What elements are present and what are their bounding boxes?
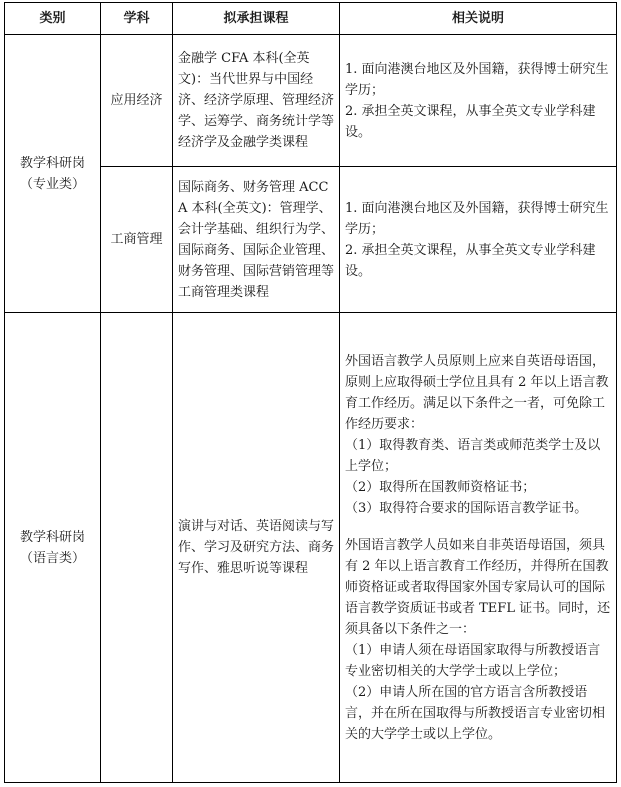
note-item: （1）申请人须在母语国家取得与所教授语言专业密切相关的大学学士或以上学位； bbox=[345, 642, 601, 679]
note-line: 1. 面向港澳台地区及外国籍，获得博士研究生学历； bbox=[345, 61, 609, 98]
note-line: 2. 承担全英文课程，从事全英文专业学科建设。 bbox=[345, 103, 596, 140]
subject-cell bbox=[101, 313, 173, 783]
courses-cell: 演讲与对话、英语阅读与写作、学习及研究方法、商务写作、雅思听说等课程 bbox=[173, 313, 340, 783]
note-line: 1. 面向港澳台地区及外国籍，获得博士研究生学历； bbox=[345, 200, 609, 237]
category-line: 教学科研岗 bbox=[19, 155, 85, 171]
category-cell bbox=[5, 313, 101, 783]
subject-cell: 工商管理 bbox=[101, 167, 173, 313]
note-line: 2. 承担全英文课程，从事全英文专业学科建设。 bbox=[345, 242, 596, 279]
header-category: 类别 bbox=[5, 3, 101, 35]
notes-cell bbox=[340, 313, 617, 783]
header-notes: 相关说明 bbox=[340, 3, 617, 35]
note-item: （1）取得教育类、语言类或师范类学士及以上学位； bbox=[345, 437, 601, 474]
header-subject: 学科 bbox=[101, 3, 173, 35]
header-courses: 拟承担课程 bbox=[173, 3, 340, 35]
note-item: （3）取得符合要求的国际语言教学证书。 bbox=[345, 500, 588, 516]
header-row bbox=[5, 3, 617, 35]
note-item: （2）取得所在国教师资格证书； bbox=[345, 479, 536, 495]
notes-cell bbox=[340, 167, 617, 313]
category-line: 教学科研岗 bbox=[19, 529, 85, 545]
table-row bbox=[5, 35, 617, 167]
note-paragraph: 外国语言教学人员原则上应来自英语母语国，原则上应取得硕士学位且具有 2 年以上语言教育工作经历。满足以下条件之一者，可免除工作经历要求： bbox=[345, 353, 609, 432]
table-row bbox=[5, 313, 617, 783]
paragraph-gap bbox=[345, 519, 611, 535]
category-line: （语言类） bbox=[19, 550, 85, 566]
courses-cell: 金融学 CFA 本科(全英文)：当代世界与中国经济、经济学原理、管理经济学、运筹学、商务统计学等经济学及金融学类课程 bbox=[173, 35, 340, 167]
note-paragraph: 外国语言教学人员如来自非英语母语国，须具有 2 年以上语言教育工作经历，并得所在国教师资格证或者取得国家外国专家局认可的国际语言教学资质证书或者 TEFL 证书。同时，还须具备以下条件之一： bbox=[345, 537, 611, 637]
job-table bbox=[4, 2, 617, 783]
courses-cell: 国际商务、财务管理 ACCA 本科(全英文)：管理学、会计学基础、组织行为学、国际商务、国际企业管理、财务管理、国际营销管理等工商管理类课程 bbox=[173, 167, 340, 313]
subject-cell: 应用经济 bbox=[101, 35, 173, 167]
note-item: （2）申请人所在国的官方语言含所教授语言，并在所在国取得与所教授语言专业密切相关的大学学士或以上学位。 bbox=[345, 684, 606, 742]
category-line: （专业类） bbox=[19, 176, 85, 192]
notes-cell bbox=[340, 35, 617, 167]
category-cell bbox=[5, 35, 101, 313]
